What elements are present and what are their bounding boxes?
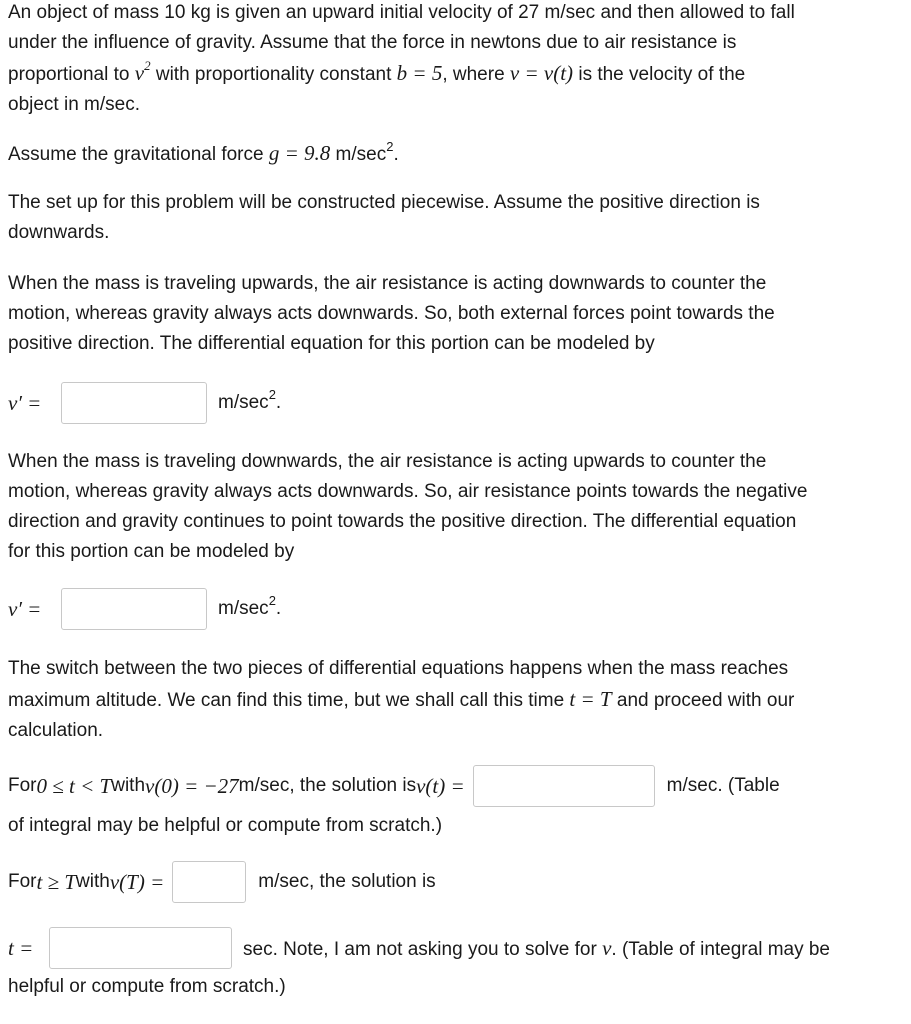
time-input[interactable] [49,927,232,969]
t-label: t = [8,935,34,960]
upward-ode-unit: $m/\sec^2$. [218,386,282,413]
time-row [8,926,830,970]
setup-paragraph: The set up for this problem will be constructed piecewise. Assume the positive direction is downwards. [8,192,760,243]
v-of-t-label: v(t) = [416,773,465,798]
v-prime-label: v′ = [8,390,42,415]
initial-condition: v(0) = −27 [145,773,239,798]
upward-ode-input[interactable] [61,382,207,424]
solution-2-row: For t ≥ T with v(T) = m/sec, the solution is [8,860,436,904]
solution-1-input[interactable] [473,765,655,807]
gravity-line: Assume the gravitational force g = 9.8 $m/\sec^2$. [8,138,399,165]
intro-line-3a: proportional to [8,64,135,85]
solution-1-continuation: of integral may be helpful or compute from scratch.) [8,815,443,836]
solution-2-unit: m/sec, the solution is [258,871,436,892]
switch-time: t = T [569,687,612,711]
v-at-T-input[interactable] [172,861,246,903]
solution-1-row: For 0 ≤ t < T with v(0) = −27 m/sec, the solution is v(t) = m/sec. (Table [8,764,780,808]
v-prime-label: v′ = [8,596,42,621]
gravity-value: g = 9.8 [268,141,331,165]
intro-paragraph: An object of mass 10 kg is given an upward initial velocity of 27 m/sec and then allowed to fall under the influence of gravity. Assume that the force in newtons due to air resistance is proportional to $v^2$ with proportionality constant b = 5, where v = v(t) is the velocity of the object in m/sec. [8,2,795,115]
downward-ode-unit: $m/\sec^2$. [218,592,282,619]
solution-1-unit: m/sec. (Table [666,775,780,796]
downward-equation-row [8,587,281,631]
intro-line-1: An object of mass 10 kg is given an upward initial velocity of 27 m/sec and then allowed to fall [8,2,795,23]
time-note: sec. Note, I am not asking you to solve for v. (Table of integral may be [243,935,831,960]
time-range-1: 0 ≤ t < T [36,773,112,798]
velocity-function: v = v(t) [509,61,574,85]
intro-line-4: object in m/sec. [8,94,140,115]
b-constant: b = 5 [396,61,443,85]
switch-paragraph: The switch between the two pieces of differential equations happens when the mass reaches maximum altitude. We can find this time, but we shall call this time t = T and proceed with our calculation. [8,658,795,741]
upward-equation-row [8,381,281,425]
intro-line-2: under the influence of gravity. Assume that the force in newtons due to air resistance is [8,32,737,53]
downward-paragraph: When the mass is traveling downwards, the air resistance is acting upwards to counter the motion, whereas gravity always acts downwards. So, air resistance points towards the negative direction and gravity continues to point towards the positive direction. The differential equation for this portion can be modeled by [8,451,808,562]
time-range-2: t ≥ T [36,869,77,894]
time-continuation: helpful or compute from scratch.) [8,976,286,997]
v-of-T-label: v(T) = [109,869,165,894]
v-squared: $v^2$ [134,58,151,85]
upward-paragraph: When the mass is traveling upwards, the air resistance is acting downwards to counter the motion, whereas gravity always acts downwards. So, both external forces point towards the positive direction. The differential equation for this portion can be modeled by [8,273,775,354]
downward-ode-input[interactable] [61,588,207,630]
